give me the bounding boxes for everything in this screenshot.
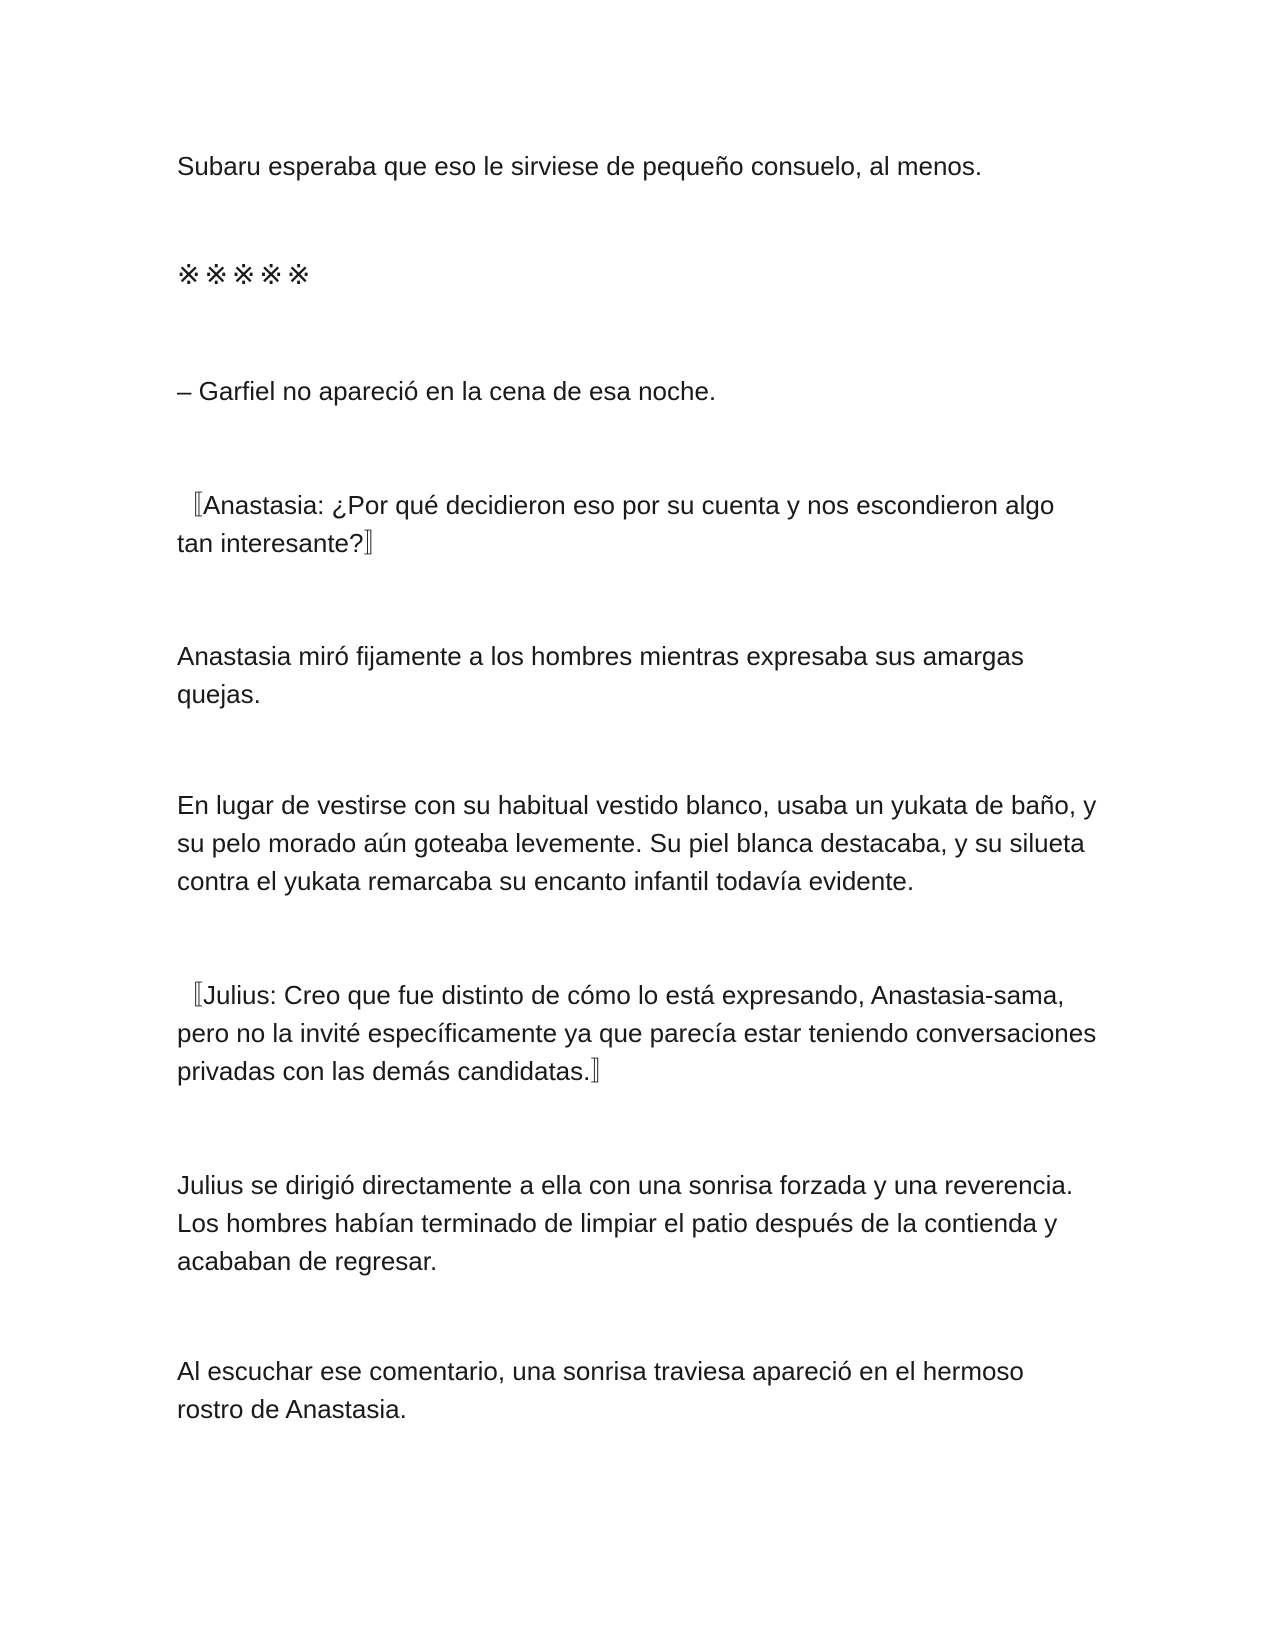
scene-break-marks: ※※※※※ [177,258,315,291]
paragraph-subaru-consuelo: Subaru esperaba que eso le sirviese de pequeño consuelo, al menos. [177,151,983,181]
paragraph-yukata-description: En lugar de vestirse con su habitual vestido blanco, usaba un yukata de baño, y su pelo morado aún goteaba levemente. Su piel blanca destacaba, y su silueta contra el yukata remarcaba su encanto infantil todavía evidente. [177,790,1097,896]
paragraph-julius-reverencia: Julius se dirigió directamente a ella con una sonrisa forzada y una reverencia. Los hombres habían terminado de limpiar el patio después de la contienda y acababan de regresar. [177,1170,1074,1276]
paragraph-anastasia-quejas: Anastasia miró fijamente a los hombres mientras expresaba sus amargas quejas. [177,641,1024,709]
paragraph-garfiel-cena: – Garfiel no apareció en la cena de esa noche. [177,376,717,406]
paragraph-sonrisa-traviesa: Al escuchar ese comentario, una sonrisa traviesa apareció en el hermoso rostro de Anastasia. [177,1356,1024,1424]
dialogue-julius: 〚Julius: Creo que fue distinto de cómo lo está expresando, Anastasia-sama, pero no la invité específicamente ya que parecía estar teniendo conversaciones privadas con las demás candidatas.〛 [177,980,1097,1086]
dialogue-anastasia: 〚Anastasia: ¿Por qué decidieron eso por su cuenta y nos escondieron algo tan interesante?〛 [177,490,1055,558]
